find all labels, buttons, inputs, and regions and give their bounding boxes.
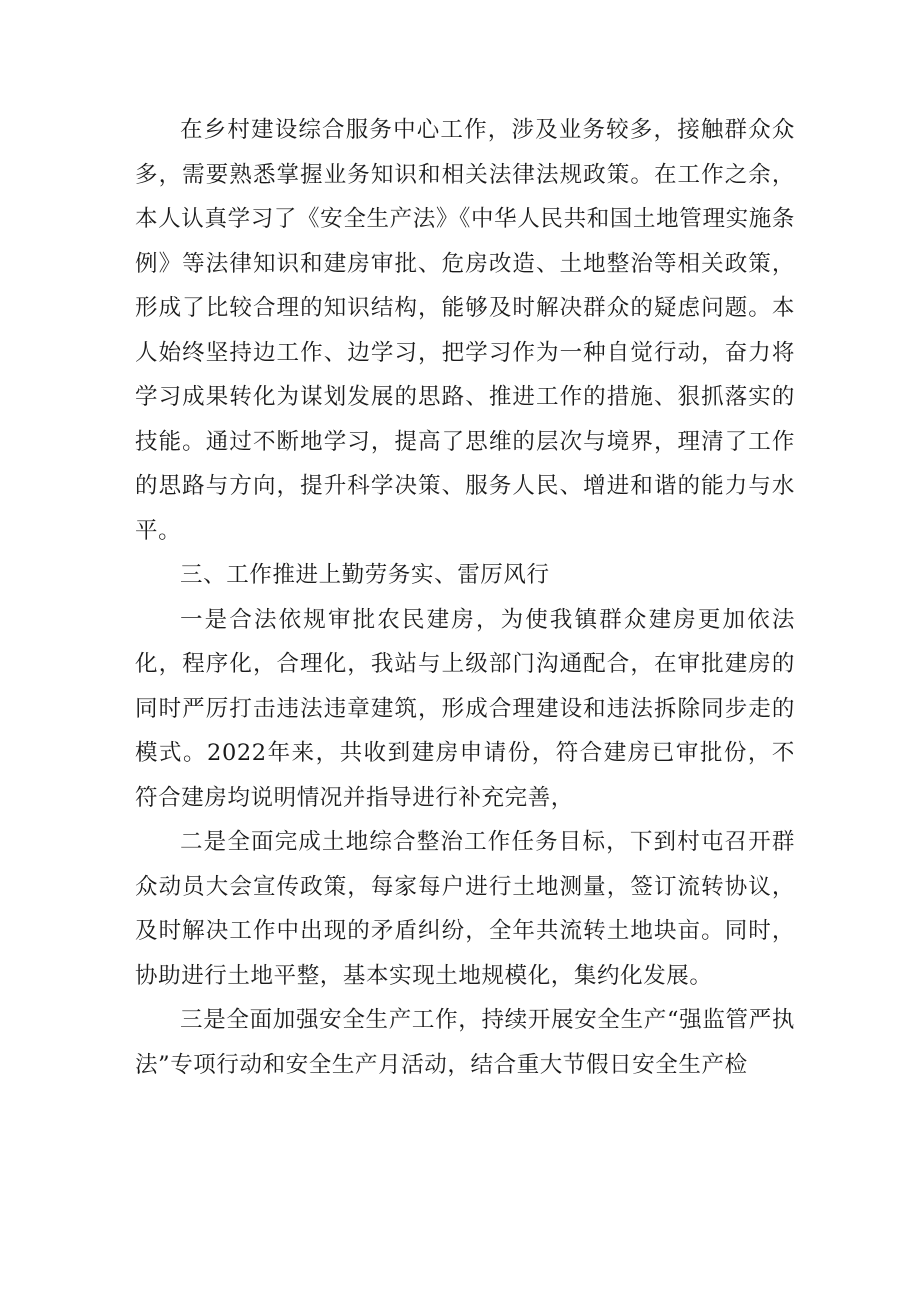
paragraph-item-1: 一是合法依规审批农民建房，为使我镇群众建房更加依法化，程序化，合理化，我站与上级部门沟通配合，在审批建房的同时严厉打击违法违章建筑，形成合理建设和违法拆除同步走的模式。2022年来，共收到建房申请份，符合建房已审批份，不符合建房均说明情况并指导进行补充完善， <box>135 606 795 811</box>
document-body <box>135 108 795 1087</box>
paragraph-item-3: 三是全面加强安全生产工作，持续开展安全生产“强监管严执法”专项行动和安全生产月活动，结合重大节假日安全生产检 <box>135 1007 795 1078</box>
section-heading: 三、工作推进上勤劳务实、雷厉风行 <box>180 562 550 588</box>
paragraph-item-2: 二是全面完成土地综合整治工作任务目标，下到村屯召开群众动员大会宣传政策，每家每户进行土地测量，签订流转协议，及时解决工作中出现的矛盾纠纷，全年共流转土地块亩。同时，协助进行土地平整，基本实现土地规模化，集约化发展。 <box>135 829 795 989</box>
paragraph-study: 在乡村建设综合服务中心工作，涉及业务较多，接触群众众多，需要熟悉掌握业务知识和相关法律法规政策。在工作之余，本人认真学习了《安全生产法》《中华人民共和国土地管理实施条例》等法律知识和建房审批、危房改造、土地整治等相关政策，形成了比较合理的知识结构，能够及时解决群众的疑虑问题。本人始终坚持边工作、边学习，把学习作为一种自觉行动，奋力将学习成果转化为谋划发展的思路、推进工作的措施、狠抓落实的技能。通过不断地学习，提高了思维的层次与境界，理清了工作的思路与方向，提升科学决策、服务人民、增进和谐的能力与水平。 <box>135 117 795 544</box>
